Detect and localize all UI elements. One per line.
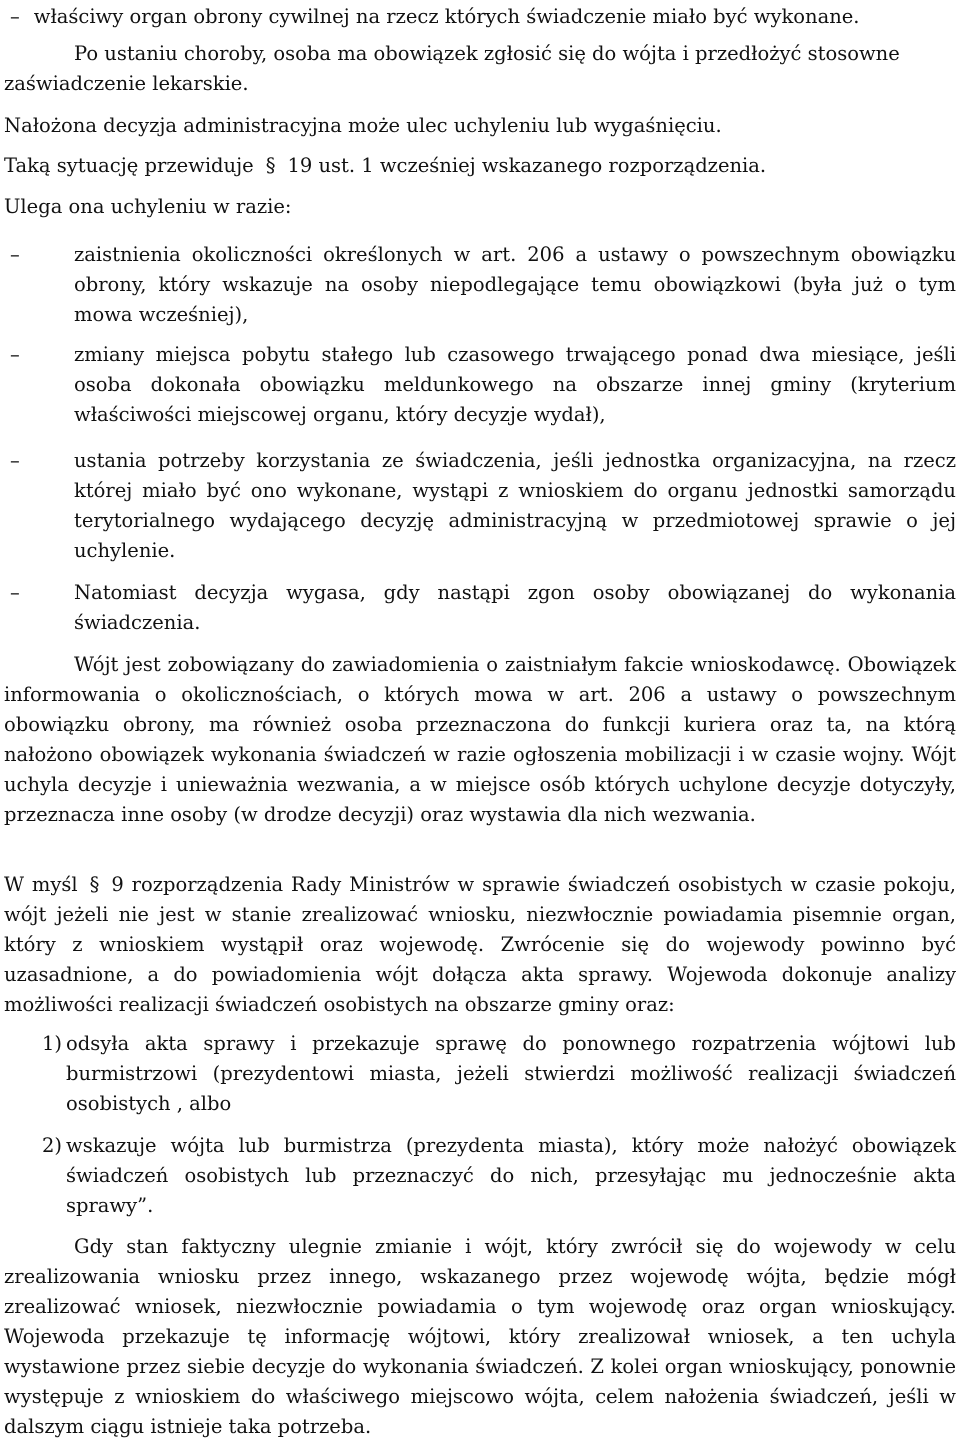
dash-item-need-cessation bbox=[10, 446, 956, 566]
paragraph-situation bbox=[4, 151, 766, 181]
dash-item-text: właściwy organ obrony cywilnej na rzecz których świadczenie miało być wykonane. bbox=[33, 5, 860, 28]
paragraph-decision-revocation: Nałożona decyzja administracyjna może ulec uchyleniu lub wygaśnięciu. bbox=[4, 114, 722, 137]
paragraph-situation-post: 19 ust. 1 wcześniej wskazanego rozporządzenia. bbox=[287, 154, 767, 177]
dash-item-circumstances bbox=[10, 240, 956, 330]
dash-item-residence-change bbox=[10, 340, 956, 430]
numbered-item-1 bbox=[42, 1029, 956, 1119]
dash-item-text: zmiany miejsca pobytu stałego lub czasowego trwającego ponad dwa miesiące, jeśli osoba dokonała obowiązku meldunkowego na obszarze innej gminy (kryterium właściwości miejscowej organu, który decyzje wydał), bbox=[74, 343, 956, 426]
dash-bullet: – bbox=[10, 449, 20, 472]
dash-bullet: – bbox=[10, 581, 20, 604]
paragraph-regulation-pre: W myśl bbox=[4, 873, 78, 896]
dash-item-expiry bbox=[10, 578, 956, 638]
dash-item-text: Natomiast decyzja wygasa, gdy nastąpi zgon osoby obowiązanej do wykonania świadczenia. bbox=[74, 581, 956, 634]
paragraph-illness-line2: zaświadczenie lekarskie. bbox=[4, 72, 249, 95]
paragraph-regulation bbox=[4, 870, 956, 1020]
dash-bullet: – bbox=[10, 343, 20, 366]
paragraph-regulation-post: 9 rozporządzenia Rady Ministrów w sprawie świadczeń osobistych w czasie pokoju, wójt jeżeli nie jest w stanie zrealizować wniosku, niezwłocznie powiadamia pisemnie organ, który z wnioskiem wystąpił oraz wojewodę. Zwrócenie się do wojewody powinno być uzasadnione, a do powiadomienia wójt dołącza akta sprawy. Wojewoda dokonuje analizy możliwości realizacji świadczeń osobistych na obszarze gminy oraz: bbox=[4, 873, 957, 1016]
paragraph-wojt-obligation: Wójt jest zobowiązany do zawiadomienia o zaistniałym fakcie wnioskodawcę. Obowiązek informowania o okolicznościach, o których mowa w art. 206 a ustawy o powszechnym obowiązku obrony, ma również osoba przeznaczona do funkcji kuriera oraz ta, na którą nałożono obowiązek wykonania świadczeń w razie ogłoszenia mobilizacji i w czasie wojny. Wójt uchyla decyzje i unieważnia wezwania, a w miejsce osób których uchylone decyzje dotyczyły, przeznacza inne osoby (w drodze decyzji) oraz wystawia dla nich wezwania. bbox=[4, 653, 956, 826]
dash-bullet: – bbox=[10, 243, 20, 266]
dash-bullet: – bbox=[10, 5, 20, 28]
numbered-item-text: wskazuje wójta lub burmistrza (prezydenta miasta), który może nałożyć obowiązek świadczeń osobistych lub przeznaczyć do nich, przesyłając mu jednocześnie akta sprawy”. bbox=[66, 1134, 956, 1217]
dash-item-civil-defense bbox=[10, 2, 860, 32]
numbered-item-number: 2) bbox=[42, 1134, 63, 1157]
dash-item-text: ustania potrzeby korzystania ze świadczenia, jeśli jednostka organizacyjna, na rzecz której miało być ono wykonane, wystąpi z wnioskiem do organu jednostki samorządu terytorialnego wydającego decyzję administracyjną w przedmiotowej sprawie o jej uchylenie. bbox=[74, 449, 956, 562]
paragraph-state-change: Gdy stan faktyczny ulegnie zmianie i wójt, który zwrócił się do wojewody w celu zrealizowania wniosku przez innego, wskazanego przez wojewodę wójta, będzie mógł zrealizować wniosek, niezwłocznie powiadamia o tym wojewodę oraz organ wnioskujący. Wojewoda przekazuje tę informację wójtowi, który zrealizował wniosek, a ten uchyla wystawione przez siebie decyzje do wykonania świadczeń. Z kolei organ wnioskujący, ponownie występuje z wnioskiem do właściwego miejscowo wójta, celem nałożenia świadczeń, jeśli w dalszym ciągu istnieje taka potrzeba. bbox=[4, 1235, 956, 1438]
numbered-item-number: 1) bbox=[42, 1032, 63, 1055]
paragraph-illness-line1: Po ustaniu choroby, osoba ma obowiązek zgłosić się do wójta i przedłożyć stosowne bbox=[74, 42, 900, 65]
numbered-item-text: odsyła akta sprawy i przekazuje sprawę do ponownego rozpatrzenia wójtowi lub burmistrzowi (prezydentowi miasta, jeżeli stwierdzi możliwość realizacji świadczeń osobistych , albo bbox=[66, 1032, 956, 1115]
section-sign: § bbox=[265, 154, 276, 177]
paragraph-situation-pre: Taką sytuację przewiduje bbox=[4, 154, 254, 177]
dash-item-text: zaistnienia okoliczności określonych w art. 206 a ustawy o powszechnym obowiązku obrony, który wskazuje na osoby niepodlegające temu obowiązkowi (była już o tym mowa wcześniej), bbox=[74, 243, 956, 326]
numbered-item-2 bbox=[42, 1131, 956, 1221]
section-sign: § bbox=[89, 873, 100, 896]
paragraph-revocation-cases: Ulega ona uchyleniu w razie: bbox=[4, 195, 292, 218]
